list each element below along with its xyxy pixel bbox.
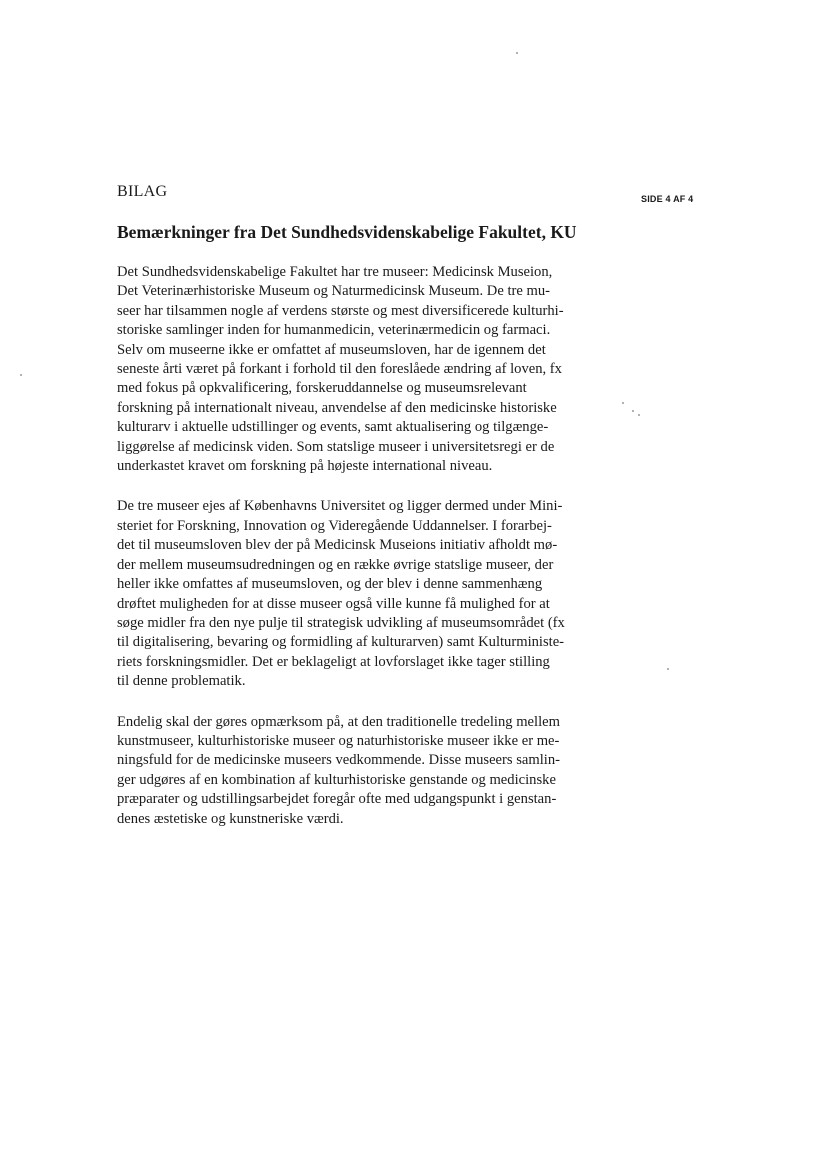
paragraph-1 [117,263,617,476]
text-line: Det Veterinærhistoriske Museum og Naturmedicinsk Museum. De tre mu- [117,283,551,300]
text-line: ger udgøres af en kombination af kulturhistoriske genstande og medicinske [117,771,556,788]
text-line: seneste årti været på forkant i forhold til den foreslåede ændring af loven, fx [117,361,562,378]
text-line: drøftet muligheden for at disse museer også ville kunne få mulighed for at [117,595,550,612]
page-number: SIDE 4 AF 4 [641,194,694,204]
scan-speck [638,414,640,416]
text-line: Endelig skal der gøres opmærksom på, at den traditionelle tredeling mellem [117,713,560,730]
text-line: kulturarv i aktuelle udstillinger og events, samt aktualisering og tilgænge- [117,419,549,436]
text-line: ningsfuld for de medicinske museers vedkommende. Disse museers samlin- [117,752,560,769]
text-line: præparater og udstillingsarbejdet foregår ofte med udgangspunkt i genstan- [117,791,557,808]
text-line: søge midler fra den nye pulje til strategisk udvikling af museumsområdet (fx [117,614,565,631]
text-line: underkastet kravet om forskning på højeste international niveau. [117,458,493,475]
scan-speck [516,52,518,54]
paragraph-3 [117,713,617,829]
attachment-label: BILAG [117,183,168,200]
text-line: til digitalisering, bevaring og formidling af kulturarven) samt Kulturministe- [117,634,565,651]
text-line: det til museumsloven blev der på Medicinsk Museions initiativ afholdt mø- [117,537,558,554]
text-line: storiske samlinger inden for humanmedicin, veterinærmedicin og farmaci. [117,322,551,339]
paragraph-2 [117,497,617,691]
text-line: heller ikke omfattes af museumsloven, og der blev i denne sammenhæng [117,576,543,593]
text-line: Selv om museerne ikke er omfattet af museumsloven, har de igennem det [117,341,546,358]
scan-speck [20,374,22,376]
text-line: De tre museer ejes af Københavns Universitet og ligger dermed under Mini- [117,498,563,515]
document-title: Bemærkninger fra Det Sundhedsvidenskabelige Fakultet, KU [117,222,577,242]
text-line: seer har tilsammen nogle af verdens største og mest diversificerede kulturhi- [117,302,564,319]
text-line: der mellem museumsudredningen og en række øvrige statslige museer, der [117,556,554,573]
text-line: med fokus på opkvalificering, forskeruddannelse og museumsrelevant [117,380,527,397]
text-line: til denne problematik. [117,673,246,690]
text-line: riets forskningsmidler. Det er beklageligt at lovforslaget ikke tager stilling [117,653,550,670]
text-line: forskning på internationalt niveau, anvendelse af den medicinske historiske [117,399,557,416]
text-line: liggørelse af medicinsk viden. Som statslige museer i universitetsregi er de [117,438,555,455]
text-line: denes æstetiske og kunstneriske værdi. [117,810,344,827]
text-line: Det Sundhedsvidenskabelige Fakultet har tre museer: Medicinsk Museion, [117,264,553,280]
document-body [117,263,617,850]
scan-speck [667,668,669,670]
text-line: steriet for Forskning, Innovation og Videregående Uddannelser. I forarbej- [117,517,552,534]
text-line: kunstmuseer, kulturhistoriske museer og naturhistoriske museer ikke er me- [117,732,560,749]
scan-speck [632,410,634,412]
scan-speck [622,402,624,404]
